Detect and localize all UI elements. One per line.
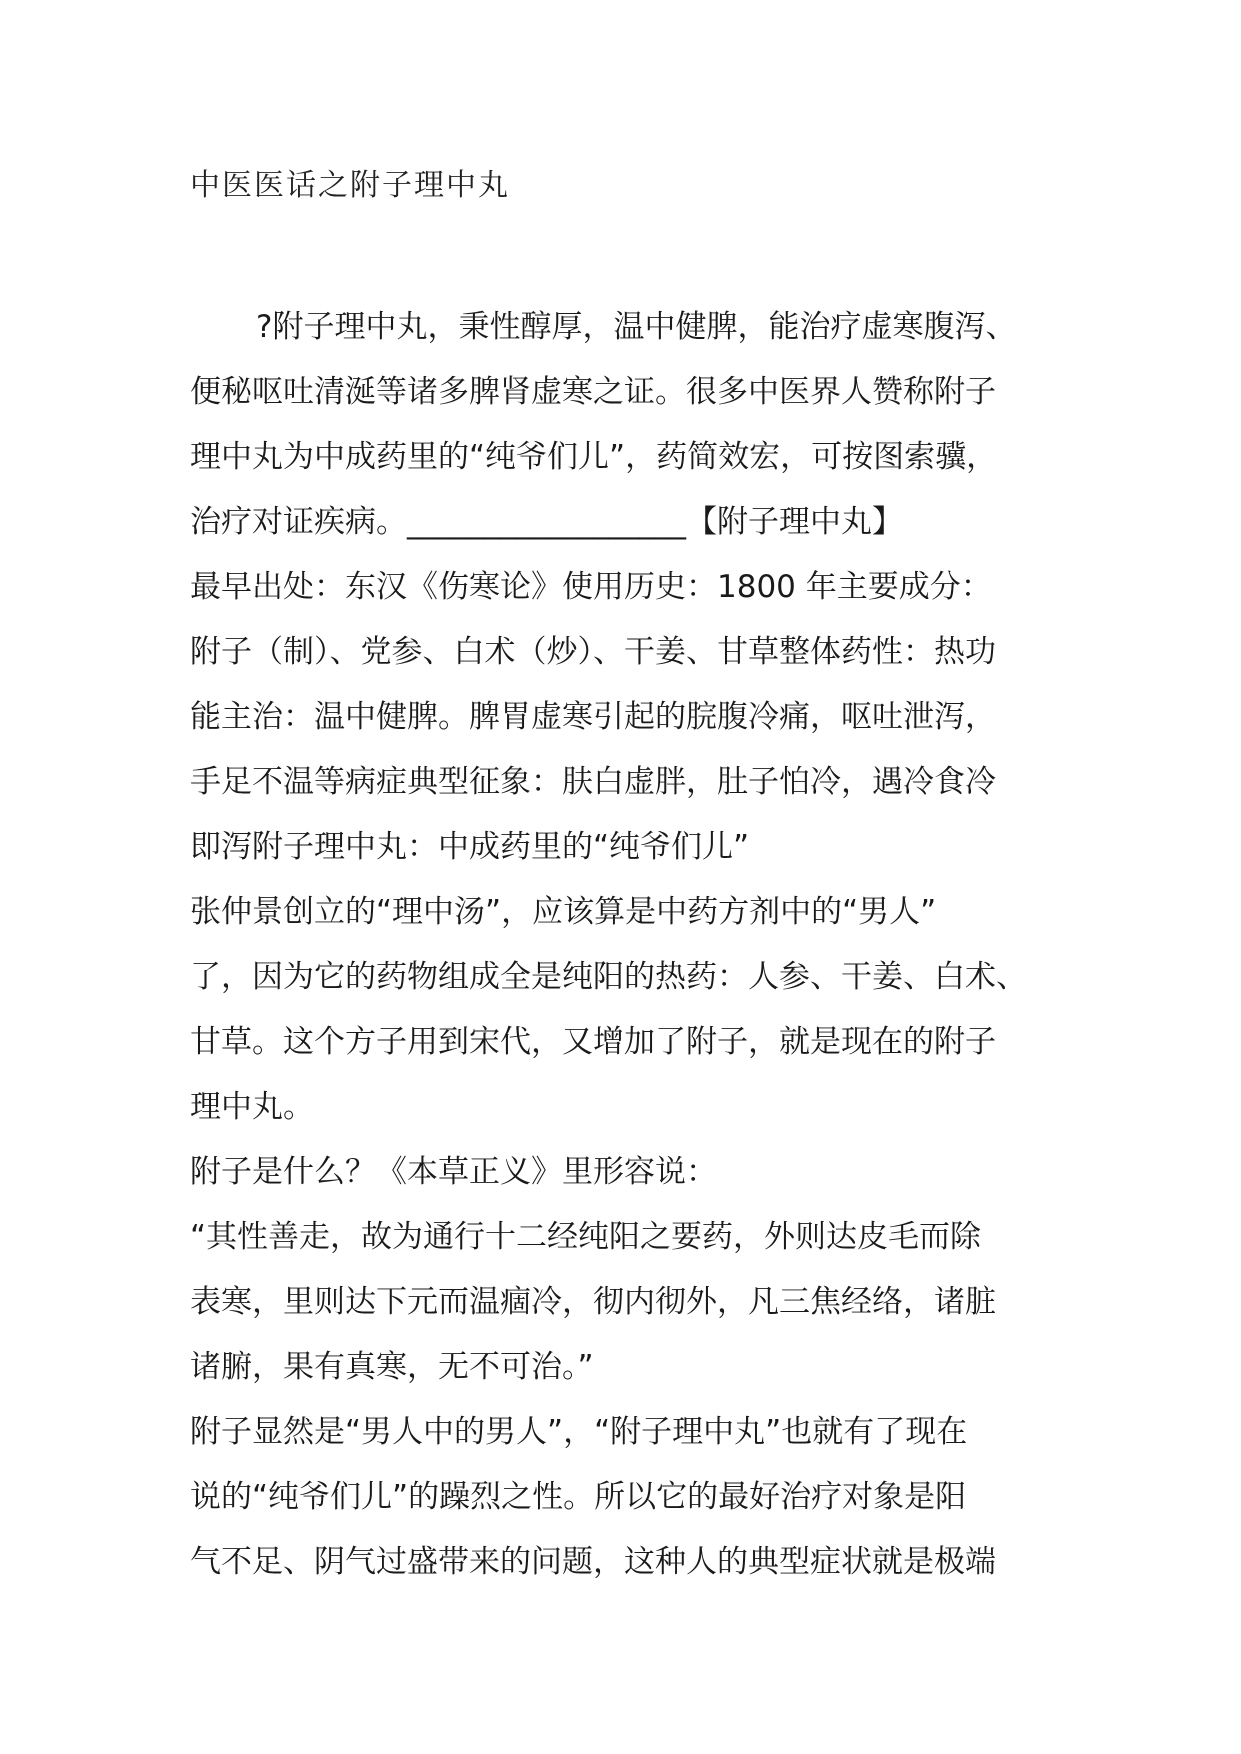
text-line: 甘草。这个方子用到宋代，又增加了附子，就是现在的附子	[190, 1024, 996, 1060]
text-line: 表寒，里则达下元而温痼冷，彻内彻外，凡三焦经络，诸脏	[190, 1284, 996, 1320]
text-line: 即泻附子理中丸：中成药里的“纯爷们儿”	[190, 829, 750, 865]
text-line: 便秘呕吐清涎等诸多脾肾虚寒之证。很多中医界人赞称附子	[190, 374, 996, 410]
text-line: 治疗对证疾病。__________________【附子理中丸】	[190, 504, 903, 540]
text-line: 能主治：温中健脾。脾胃虚寒引起的脘腹冷痛，呕吐泄泻，	[190, 699, 996, 735]
text-line: 理中丸。	[190, 1089, 314, 1125]
text-line: 附子是什么？《本草正义》里形容说：	[190, 1154, 717, 1190]
text-line: 说的“纯爷们儿”的躁烈之性。所以它的最好治疗对象是阳	[190, 1479, 967, 1515]
text-line: 附子显然是“男人中的男人”，“附子理中丸”也就有了现在	[190, 1414, 968, 1450]
text-line: 了，因为它的药物组成全是纯阳的热药：人参、干姜、白术、	[190, 959, 1027, 995]
text-line: “其性善走，故为通行十二经纯阳之要药，外则达皮毛而除	[190, 1219, 982, 1255]
text-line: 附子（制）、党参、白术（炒）、干姜、甘草整体药性：热功	[190, 634, 996, 670]
document-title: 中医医话之附子理中丸	[190, 168, 510, 203]
text-line: 理中丸为中成药里的“纯爷们儿”，药简效宏，可按图索骥，	[190, 439, 998, 475]
text-line: 最早出处：东汉《伤寒论》使用历史：1800 年主要成分：	[190, 569, 992, 605]
text-line: ?附子理中丸，秉性醇厚，温中健脾，能治疗虚寒腹泻、	[256, 309, 1017, 345]
text-line: 气不足、阴气过盛带来的问题，这种人的典型症状就是极端	[190, 1544, 996, 1580]
text-line: 张仲景创立的“理中汤”，应该算是中药方剂中的“男人”	[190, 894, 937, 930]
document-body	[190, 295, 1060, 1595]
text-line: 手足不温等病症典型征象：肤白虚胖，肚子怕冷，遇冷食冷	[190, 764, 996, 800]
text-line: 诸腑，果有真寒，无不可治。”	[190, 1349, 594, 1385]
